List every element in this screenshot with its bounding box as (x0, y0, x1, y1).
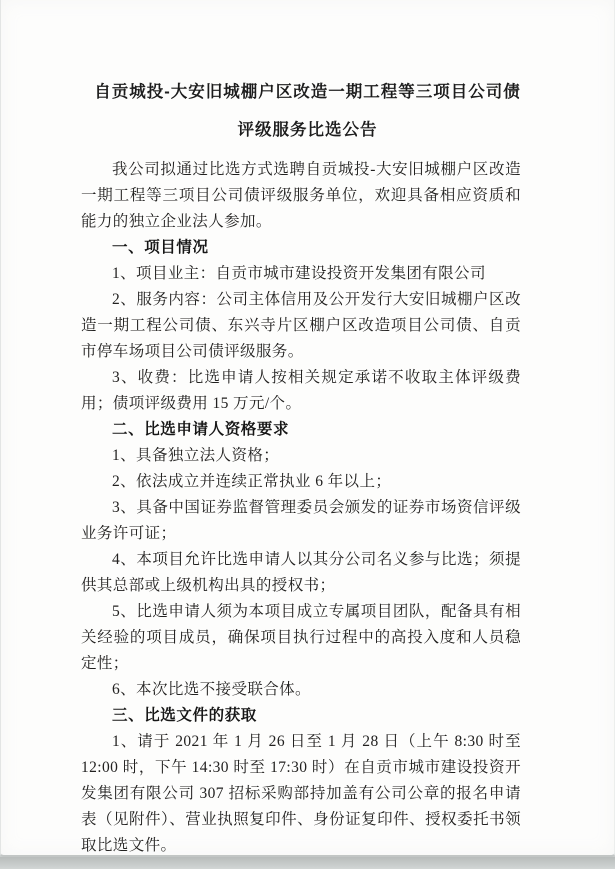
section-1-item-2: 2、服务内容：公司主体信用及公开发行大安旧城棚户区改造一期工程公司债、东兴寺片区棚户区改造项目公司债、自贡市停车场项目公司债评级服务。 (81, 291, 521, 360)
section-1-item-3: 3、收费：比选申请人按相关规定承诺不收取主体评级费用；债项评级费用 15 万元/个。 (81, 369, 521, 412)
section-2-heading: 二、比选申请人资格要求 (112, 421, 290, 438)
doc-title-line2: 评级服务比选公告 (237, 121, 378, 139)
scan-background-strip (0, 857, 615, 869)
section-1-item-1: 1、项目业主：自贡市城市建设投资开发集团有限公司 (112, 265, 486, 282)
section-2-item-1: 1、具备独立法人资格； (112, 447, 280, 464)
doc-title-line1: 自贡城投-大安旧城棚户区改造一期工程等三项目公司债 (94, 83, 521, 101)
section-2-item-5: 5、比选申请人须为本项目成立专属项目团队，配备具有相关经验的项目成员，确保项目执行过程中的高投入度和人员稳定性； (81, 603, 521, 672)
section-1-heading: 一、项目情况 (112, 239, 209, 256)
intro-paragraph: 我公司拟通过比选方式选聘自贡城投-大安旧城棚户区改造一期工程等三项目公司债评级服务单位，欢迎具备相应资质和能力的独立企业法人参加。 (81, 161, 521, 230)
section-2-item-2: 2、依法成立并连续正常执业 6 年以上； (112, 473, 392, 490)
section-3-heading: 三、比选文件的获取 (112, 707, 257, 724)
section-2-item-3: 3、具备中国证券监督管理委员会颁发的证券市场资信评级业务许可证； (81, 499, 521, 542)
section-3-item-1: 1、请于 2021 年 1 月 26 日至 1 月 28 日（上午 8:30 时至 12:00 时，下午 14:30 时至 17:30 时）在自贡市城市建设投资开发集团有限公司 307 招标采购部持加盖有公司公章的报名申请表（见附件）、营业执照复印件、身份证复印件、授权委托书领取比选文件。 (81, 733, 521, 854)
section-2-item-6: 6、本次比选不接受联合体。 (112, 681, 311, 698)
doc-body (81, 157, 521, 859)
section-2-item-4: 4、本项目允许比选申请人以其分公司名义参与比选；须提供其总部或上级机构出具的授权书； (81, 551, 521, 594)
